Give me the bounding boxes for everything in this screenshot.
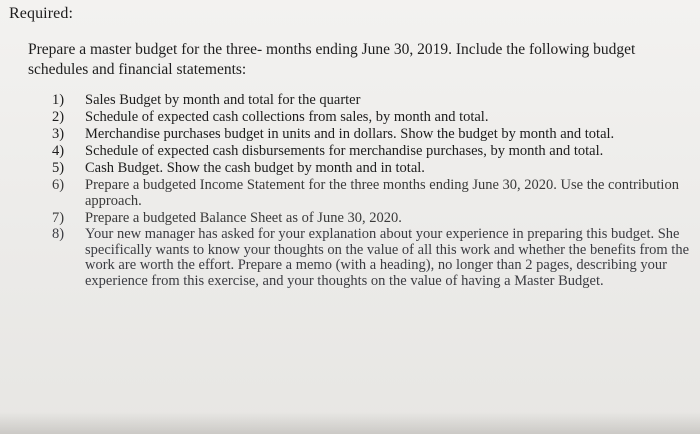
item-number: 1) xyxy=(52,92,65,108)
item-number: 2) xyxy=(52,109,65,125)
item-number: 3) xyxy=(52,126,65,142)
item-number: 4) xyxy=(52,143,65,159)
list-item xyxy=(52,92,692,108)
required-heading: Required: xyxy=(9,5,73,22)
item-text: Prepare a budgeted Income Statement for the three months ending June 30, 2020. Use the contribution approach. xyxy=(85,177,679,209)
item-text: Schedule of expected cash collections from sales, by month and total. xyxy=(85,109,489,125)
item-text: Cash Budget. Show the cash budget by month and in total. xyxy=(85,160,425,176)
item-text: Merchandise purchases budget in units and in dollars. Show the budget by month and total. xyxy=(85,126,615,142)
item-number: 6) xyxy=(52,177,65,193)
intro-paragraph: Prepare a master budget for the three- months ending June 30, 2019. Include the following budget schedules and financial statements: xyxy=(28,41,636,78)
list-item xyxy=(52,210,692,226)
item-number: 7) xyxy=(52,210,65,226)
item-number: 8) xyxy=(52,226,65,242)
item-number: 5) xyxy=(52,160,65,176)
requirements-list xyxy=(52,92,692,290)
list-item xyxy=(52,227,692,289)
list-item xyxy=(52,143,692,159)
item-text: Your new manager has asked for your explanation about your experience in preparing this budget. She specifically wants to know your thoughts on the value of all this work and whether the benefits from the work are worth the effort. Prepare a memo (with a heading), no longer than 2 pages, describing your experience from this exercise, and your thoughts on the value of having a Master Budget. xyxy=(85,226,690,289)
item-text: Prepare a budgeted Balance Sheet as of June 30, 2020. xyxy=(85,210,402,226)
item-text: Schedule of expected cash disbursements for merchandise purchases, by month and total. xyxy=(85,143,604,159)
list-item xyxy=(52,160,692,176)
list-item xyxy=(52,109,692,125)
photo-shadow xyxy=(0,412,700,434)
item-text: Sales Budget by month and total for the quarter xyxy=(85,92,361,108)
list-item xyxy=(52,177,692,209)
list-item xyxy=(52,126,692,142)
